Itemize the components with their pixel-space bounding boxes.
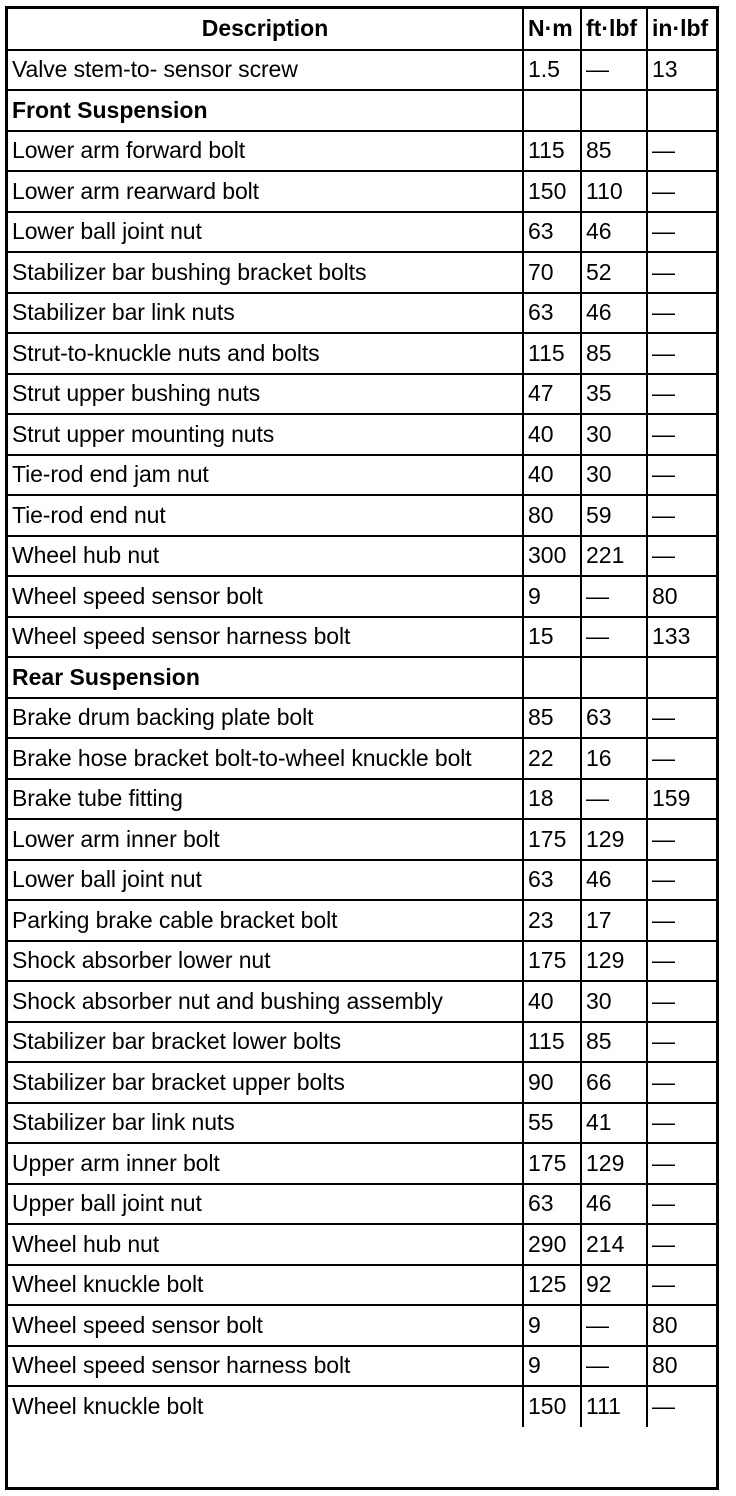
ft-lbf-cell: 111 bbox=[581, 1386, 647, 1427]
table-row bbox=[8, 738, 716, 779]
in-lbf-cell bbox=[647, 657, 716, 698]
table-row bbox=[8, 495, 716, 536]
ft-lbf-cell bbox=[581, 90, 647, 131]
ft-lbf-cell: 30 bbox=[581, 455, 647, 496]
in-lbf-cell: — bbox=[647, 1103, 716, 1144]
table-header-row bbox=[8, 9, 716, 50]
table-row bbox=[8, 1062, 716, 1103]
torque-spec-sheet bbox=[5, 6, 719, 1490]
ft-lbf-cell: 52 bbox=[581, 252, 647, 293]
table-row bbox=[8, 131, 716, 172]
header-description: Description bbox=[8, 9, 523, 50]
description-cell: Lower arm rearward bolt bbox=[8, 171, 523, 212]
description-cell: Stabilizer bar bracket upper bolts bbox=[8, 1062, 523, 1103]
nm-cell: 40 bbox=[523, 981, 581, 1022]
ft-lbf-cell: 46 bbox=[581, 293, 647, 334]
nm-cell: 63 bbox=[523, 860, 581, 901]
table-row bbox=[8, 455, 716, 496]
nm-cell: 9 bbox=[523, 1346, 581, 1387]
description-cell: Strut upper bushing nuts bbox=[8, 374, 523, 415]
description-cell: Wheel knuckle bolt bbox=[8, 1265, 523, 1306]
nm-cell: 70 bbox=[523, 252, 581, 293]
in-lbf-cell: — bbox=[647, 860, 716, 901]
table-row bbox=[8, 252, 716, 293]
header-ft-lbf: ft·lbf bbox=[581, 9, 647, 50]
in-lbf-cell: 80 bbox=[647, 576, 716, 617]
in-lbf-cell: — bbox=[647, 455, 716, 496]
table-row bbox=[8, 50, 716, 91]
ft-lbf-cell: 85 bbox=[581, 333, 647, 374]
description-cell: Tie-rod end nut bbox=[8, 495, 523, 536]
ft-lbf-cell: 30 bbox=[581, 414, 647, 455]
nm-cell: 290 bbox=[523, 1224, 581, 1265]
description-cell: Parking brake cable bracket bolt bbox=[8, 900, 523, 941]
description-cell: Wheel knuckle bolt bbox=[8, 1386, 523, 1427]
ft-lbf-cell: 17 bbox=[581, 900, 647, 941]
ft-lbf-cell bbox=[581, 657, 647, 698]
ft-lbf-cell: 92 bbox=[581, 1265, 647, 1306]
table-row bbox=[8, 819, 716, 860]
in-lbf-cell: — bbox=[647, 212, 716, 253]
ft-lbf-cell: 46 bbox=[581, 212, 647, 253]
in-lbf-cell: — bbox=[647, 738, 716, 779]
in-lbf-cell bbox=[647, 90, 716, 131]
section-header-row bbox=[8, 90, 716, 131]
ft-lbf-cell: 221 bbox=[581, 536, 647, 577]
nm-cell: 15 bbox=[523, 617, 581, 658]
in-lbf-cell: — bbox=[647, 293, 716, 334]
in-lbf-cell: — bbox=[647, 131, 716, 172]
table-row bbox=[8, 941, 716, 982]
in-lbf-cell: — bbox=[647, 1022, 716, 1063]
nm-cell: 115 bbox=[523, 1022, 581, 1063]
nm-cell: 18 bbox=[523, 779, 581, 820]
nm-cell: 115 bbox=[523, 333, 581, 374]
ft-lbf-cell: — bbox=[581, 576, 647, 617]
description-cell: Stabilizer bar link nuts bbox=[8, 1103, 523, 1144]
table-row bbox=[8, 1143, 716, 1184]
torque-spec-table bbox=[8, 9, 716, 1427]
table-row bbox=[8, 536, 716, 577]
ft-lbf-cell: 41 bbox=[581, 1103, 647, 1144]
description-cell: Stabilizer bar bracket lower bolts bbox=[8, 1022, 523, 1063]
table-row bbox=[8, 1265, 716, 1306]
description-cell: Tie-rod end jam nut bbox=[8, 455, 523, 496]
in-lbf-cell: — bbox=[647, 981, 716, 1022]
nm-cell bbox=[523, 90, 581, 131]
description-cell: Brake hose bracket bolt-to-wheel knuckle bolt bbox=[8, 738, 523, 779]
ft-lbf-cell: — bbox=[581, 50, 647, 91]
table-row bbox=[8, 576, 716, 617]
ft-lbf-cell: 46 bbox=[581, 860, 647, 901]
in-lbf-cell: — bbox=[647, 171, 716, 212]
nm-cell: 63 bbox=[523, 1184, 581, 1225]
in-lbf-cell: — bbox=[647, 1062, 716, 1103]
ft-lbf-cell: — bbox=[581, 779, 647, 820]
in-lbf-cell: — bbox=[647, 536, 716, 577]
table-row bbox=[8, 212, 716, 253]
description-cell: Wheel speed sensor bolt bbox=[8, 576, 523, 617]
description-cell: Stabilizer bar bushing bracket bolts bbox=[8, 252, 523, 293]
in-lbf-cell: — bbox=[647, 495, 716, 536]
description-cell: Wheel hub nut bbox=[8, 1224, 523, 1265]
nm-cell: 90 bbox=[523, 1062, 581, 1103]
description-cell: Brake drum backing plate bolt bbox=[8, 698, 523, 739]
nm-cell: 47 bbox=[523, 374, 581, 415]
section-header-row bbox=[8, 657, 716, 698]
ft-lbf-cell: 59 bbox=[581, 495, 647, 536]
description-cell: Lower arm inner bolt bbox=[8, 819, 523, 860]
ft-lbf-cell: 85 bbox=[581, 131, 647, 172]
in-lbf-cell: — bbox=[647, 941, 716, 982]
table-row bbox=[8, 779, 716, 820]
table-row bbox=[8, 333, 716, 374]
table-row bbox=[8, 1224, 716, 1265]
ft-lbf-cell: 110 bbox=[581, 171, 647, 212]
in-lbf-cell: 13 bbox=[647, 50, 716, 91]
description-cell: Strut-to-knuckle nuts and bolts bbox=[8, 333, 523, 374]
description-cell: Wheel hub nut bbox=[8, 536, 523, 577]
ft-lbf-cell: 214 bbox=[581, 1224, 647, 1265]
description-cell: Stabilizer bar link nuts bbox=[8, 293, 523, 334]
ft-lbf-cell: 63 bbox=[581, 698, 647, 739]
description-cell: Upper ball joint nut bbox=[8, 1184, 523, 1225]
nm-cell: 150 bbox=[523, 1386, 581, 1427]
table-row bbox=[8, 1346, 716, 1387]
table-row bbox=[8, 1386, 716, 1427]
in-lbf-cell: — bbox=[647, 1386, 716, 1427]
in-lbf-cell: 159 bbox=[647, 779, 716, 820]
nm-cell: 23 bbox=[523, 900, 581, 941]
ft-lbf-cell: 129 bbox=[581, 1143, 647, 1184]
description-cell: Wheel speed sensor harness bolt bbox=[8, 617, 523, 658]
in-lbf-cell: — bbox=[647, 333, 716, 374]
in-lbf-cell: — bbox=[647, 1143, 716, 1184]
section-title: Rear Suspension bbox=[8, 657, 523, 698]
ft-lbf-cell: 30 bbox=[581, 981, 647, 1022]
nm-cell: 300 bbox=[523, 536, 581, 577]
ft-lbf-cell: — bbox=[581, 1346, 647, 1387]
nm-cell: 175 bbox=[523, 819, 581, 860]
nm-cell: 63 bbox=[523, 212, 581, 253]
description-cell: Strut upper mounting nuts bbox=[8, 414, 523, 455]
in-lbf-cell: 80 bbox=[647, 1346, 716, 1387]
header-nm: N·m bbox=[523, 9, 581, 50]
nm-cell: 175 bbox=[523, 1143, 581, 1184]
ft-lbf-cell: 129 bbox=[581, 941, 647, 982]
in-lbf-cell: — bbox=[647, 1265, 716, 1306]
section-title: Front Suspension bbox=[8, 90, 523, 131]
table-row bbox=[8, 617, 716, 658]
in-lbf-cell: — bbox=[647, 900, 716, 941]
nm-cell: 40 bbox=[523, 455, 581, 496]
description-cell: Shock absorber nut and bushing assembly bbox=[8, 981, 523, 1022]
table-row bbox=[8, 981, 716, 1022]
ft-lbf-cell: 46 bbox=[581, 1184, 647, 1225]
description-cell: Upper arm inner bolt bbox=[8, 1143, 523, 1184]
nm-cell: 9 bbox=[523, 576, 581, 617]
nm-cell: 125 bbox=[523, 1265, 581, 1306]
in-lbf-cell: — bbox=[647, 1224, 716, 1265]
table-row bbox=[8, 1305, 716, 1346]
in-lbf-cell: 133 bbox=[647, 617, 716, 658]
in-lbf-cell: — bbox=[647, 819, 716, 860]
nm-cell: 40 bbox=[523, 414, 581, 455]
table-row bbox=[8, 1022, 716, 1063]
ft-lbf-cell: 66 bbox=[581, 1062, 647, 1103]
nm-cell: 150 bbox=[523, 171, 581, 212]
nm-cell: 55 bbox=[523, 1103, 581, 1144]
table-row bbox=[8, 374, 716, 415]
description-cell: Lower ball joint nut bbox=[8, 212, 523, 253]
description-cell: Shock absorber lower nut bbox=[8, 941, 523, 982]
table-row bbox=[8, 860, 716, 901]
nm-cell: 1.5 bbox=[523, 50, 581, 91]
table-row bbox=[8, 1103, 716, 1144]
in-lbf-cell: 80 bbox=[647, 1305, 716, 1346]
table-body bbox=[8, 50, 716, 1427]
nm-cell: 9 bbox=[523, 1305, 581, 1346]
table-row bbox=[8, 414, 716, 455]
in-lbf-cell: — bbox=[647, 698, 716, 739]
in-lbf-cell: — bbox=[647, 252, 716, 293]
nm-cell: 175 bbox=[523, 941, 581, 982]
ft-lbf-cell: 16 bbox=[581, 738, 647, 779]
in-lbf-cell: — bbox=[647, 414, 716, 455]
description-cell: Lower arm forward bolt bbox=[8, 131, 523, 172]
nm-cell: 85 bbox=[523, 698, 581, 739]
table-row bbox=[8, 293, 716, 334]
ft-lbf-cell: 85 bbox=[581, 1022, 647, 1063]
table-row bbox=[8, 900, 716, 941]
ft-lbf-cell: 129 bbox=[581, 819, 647, 860]
description-cell: Valve stem-to- sensor screw bbox=[8, 50, 523, 91]
in-lbf-cell: — bbox=[647, 1184, 716, 1225]
nm-cell: 63 bbox=[523, 293, 581, 334]
ft-lbf-cell: — bbox=[581, 617, 647, 658]
nm-cell bbox=[523, 657, 581, 698]
description-cell: Wheel speed sensor harness bolt bbox=[8, 1346, 523, 1387]
ft-lbf-cell: 35 bbox=[581, 374, 647, 415]
table-row bbox=[8, 698, 716, 739]
nm-cell: 22 bbox=[523, 738, 581, 779]
header-in-lbf: in·lbf bbox=[647, 9, 716, 50]
description-cell: Lower ball joint nut bbox=[8, 860, 523, 901]
nm-cell: 115 bbox=[523, 131, 581, 172]
table-row bbox=[8, 171, 716, 212]
table-row bbox=[8, 1184, 716, 1225]
nm-cell: 80 bbox=[523, 495, 581, 536]
ft-lbf-cell: — bbox=[581, 1305, 647, 1346]
description-cell: Brake tube fitting bbox=[8, 779, 523, 820]
in-lbf-cell: — bbox=[647, 374, 716, 415]
description-cell: Wheel speed sensor bolt bbox=[8, 1305, 523, 1346]
